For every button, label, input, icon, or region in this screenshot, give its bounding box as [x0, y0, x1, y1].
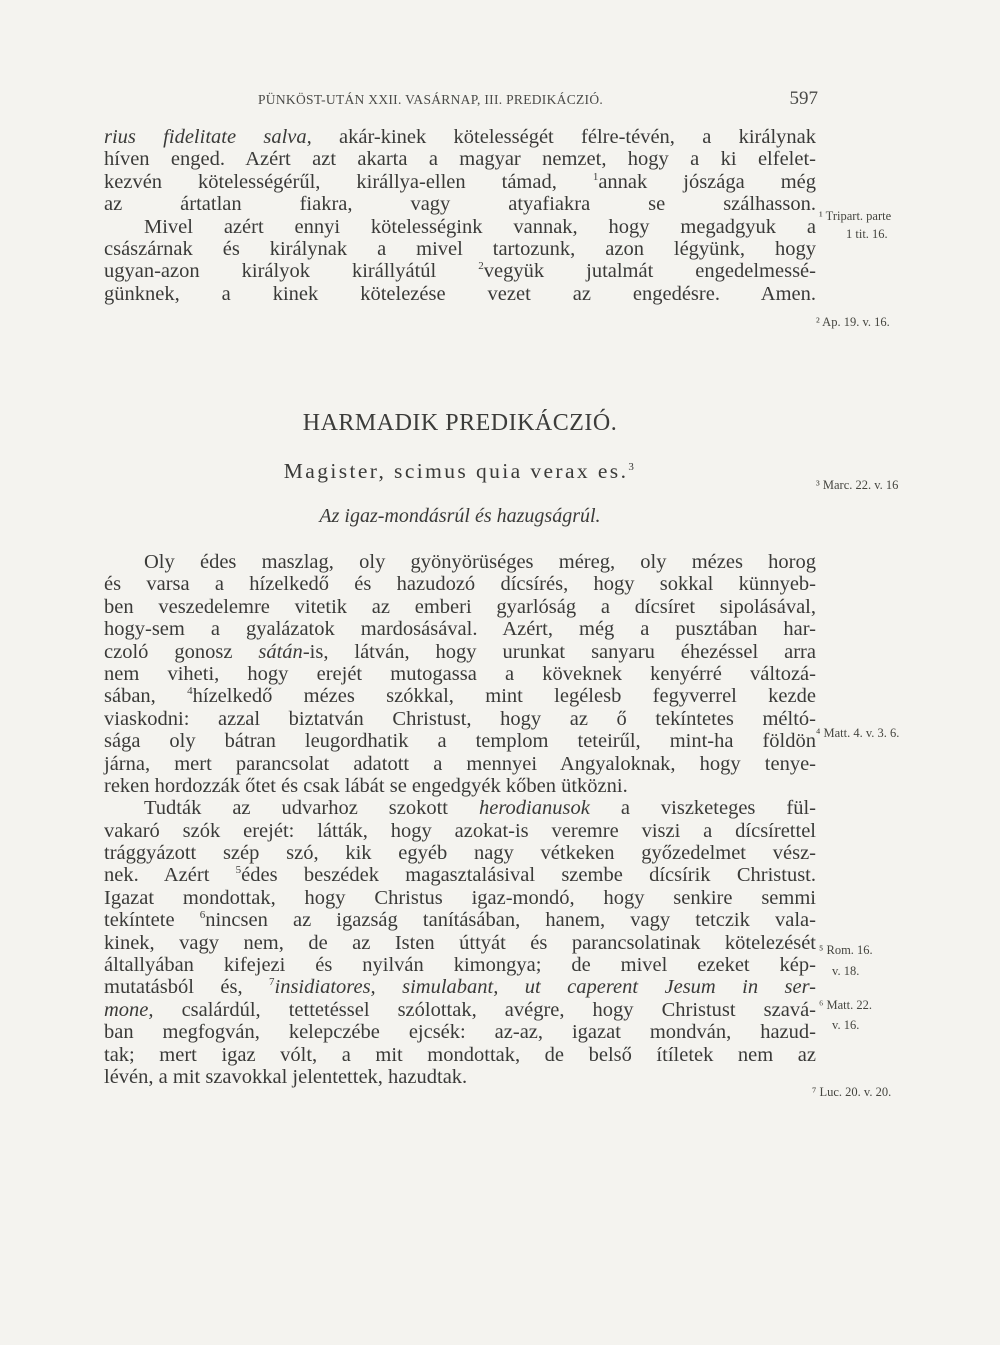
- body-line: hogy-sem a gyalázatok mardosásával. Azért, még a pusztában har-: [104, 618, 816, 641]
- margin-note-3: ³ Marc. 22. v. 16: [816, 478, 899, 492]
- body-line: sága oly bátran leugordhatik a templom teteirűl, mint-ha földön: [104, 730, 816, 753]
- top-line: [104, 171, 816, 193]
- line-text: nek. Azért: [104, 864, 236, 887]
- footnote-mark: 4: [187, 685, 193, 698]
- sermon-latin-motto: [104, 459, 816, 484]
- line-text: czoló gonosz: [104, 640, 259, 663]
- italic-text: herodianusok: [478, 797, 590, 820]
- running-header-title: PÜNKÖST-UTÁN XXII. VASÁRNAP, III. PREDIKÁCZIÓ.: [258, 92, 604, 107]
- italic-text: sátán: [258, 640, 303, 663]
- top-line: Mivel azért ennyi kötelességink vannak, hogy megadgyuk a: [144, 215, 816, 238]
- body-line: vakaró szók erejét: látták, hogy azokat-is veremre viszi a dícsírettel: [104, 819, 816, 842]
- body-line: [104, 797, 816, 819]
- sermon-body: [104, 551, 816, 1088]
- body-line: [104, 999, 816, 1021]
- line-text: nincsen az igazság tanításában, hanem, vagy tetczik vala-: [205, 909, 816, 932]
- line-text: a viszketeges fül-: [589, 797, 816, 820]
- previous-sermon-ending: [104, 126, 816, 305]
- footnote-mark: 7: [269, 976, 275, 989]
- page-number: 597: [789, 88, 818, 109]
- top-line: günknek, a kinek kötelezése vezet az engedésre. Amen.: [104, 282, 816, 305]
- body-line: tak; mert igaz vólt, a mit mondottak, de belső ítíletek nem az: [104, 1043, 816, 1066]
- line-text: kezvén kötelességérűl, királlya-ellen támad,: [104, 170, 593, 193]
- italic-text: insidiatores, simulabant, ut caperent Jesum in ser-: [274, 976, 816, 999]
- line-text: annak jószága még: [598, 170, 816, 193]
- margin-note-1: ¹ Tripart. parte: [819, 209, 892, 223]
- line-text: hízelkedő mézes szókkal, mint legélesb fegyverrel kezde: [192, 685, 816, 708]
- footnote-mark: 6: [199, 909, 206, 922]
- italic-text: mone,: [104, 998, 154, 1021]
- line-text: mutatásból és,: [104, 976, 269, 999]
- body-line: lévén, a mit szavokkal jelentettek, hazudtak.: [104, 1065, 468, 1088]
- body-line: [104, 976, 816, 998]
- margin-note-4: ⁴ Matt. 4. v. 3. 6.: [816, 726, 900, 740]
- body-line: trággyázott szép szó, kik egyéb nagy vétkeken győzedelmet vész-: [104, 842, 816, 865]
- body-line: Oly édes maszlag, oly gyönyörüséges méreg, oly mézes horog: [144, 551, 816, 573]
- margin-note-1-cont: 1 tit. 16.: [846, 227, 888, 241]
- top-line: császárnak és királynak a mivel tartozunk, azon légyünk, hogy: [104, 237, 816, 260]
- italic-text: rius fidelitate salva,: [104, 126, 312, 148]
- body-line: [104, 641, 816, 663]
- margin-note-6: ⁶ Matt. 22.: [819, 998, 872, 1012]
- line-text: akár-kinek kötelességét félre-tévén, a királynak: [311, 126, 816, 148]
- latin-motto-text: Magister, scimus quia verax es.: [283, 459, 629, 483]
- sermon-heading: HARMADIK PREDIKÁCZIÓ.: [302, 410, 618, 436]
- sermon-subtitle: Az igaz-mondásrúl és hazugságrúl.: [319, 505, 601, 527]
- line-text: sában,: [104, 685, 188, 708]
- body-line: viaskodni: azzal biztatván Christust, hogy az ő tekíntetes méltó-: [104, 707, 816, 730]
- body-line: [104, 909, 816, 931]
- body-line: ban megfogván, kelepczébe ejcsék: az-az, igazat mondván, hazud-: [104, 1021, 816, 1044]
- body-line: reken hordozzák őtet és csak lábát se engedgyék kőben ütközni.: [104, 774, 628, 797]
- footnote-mark: 1: [592, 170, 599, 183]
- top-line: [104, 260, 816, 282]
- line-text: tekíntete: [104, 909, 200, 932]
- body-line: Igazat mondottak, hogy Christus igaz-mondó, hogy senkire semmi: [104, 886, 816, 909]
- running-header: [258, 88, 818, 114]
- margin-note-7: ⁷ Luc. 20. v. 20.: [812, 1085, 892, 1099]
- margin-note-2: ² Ap. 19. v. 16.: [816, 315, 890, 329]
- body-line: járna, mert parancsolat adatott a mennyei Angyaloknak, hogy tenye-: [104, 752, 816, 775]
- body-line: nem viheti, hogy erejét mutogassa a köveknek kenyérré változá-: [104, 662, 816, 685]
- body-line: [104, 864, 816, 886]
- footnote-mark: 5: [235, 864, 242, 877]
- margin-note-5-cont: v. 18.: [832, 964, 860, 978]
- body-line: általlyában kifejezi és nyilván kimongya; de mivel ezeket kép-: [104, 954, 816, 977]
- line-text: -is, látván, hogy urunkat sanyaru éhezéssel arra: [302, 640, 816, 663]
- footnote-mark: 2: [478, 260, 484, 273]
- body-line: [104, 685, 816, 707]
- body-line: ben veszedelemre vitetik az emberi gyarlóság a dícsíret sipolásával,: [104, 595, 816, 618]
- body-line: kinek, vagy nem, de az Isten úttyát és parancsolatinak kötelezését: [104, 931, 816, 954]
- top-line: [104, 126, 816, 148]
- margin-note-5: ⁵ Rom. 16.: [819, 943, 873, 957]
- body-line: és varsa a hízelkedő és hazudozó dícsírés, hogy sokkal künnyeb-: [104, 573, 816, 596]
- line-text: ugyan-azon királyok királlyátúl: [104, 260, 479, 283]
- top-line: az ártatlan fiakra, vagy atyafiakra se szálhasson.: [104, 193, 816, 216]
- line-text: Tudták az udvarhoz szokott: [144, 797, 479, 820]
- margin-note-6-cont: v. 16.: [832, 1018, 860, 1032]
- line-text: vegyük jutalmát engedelmessé-: [483, 260, 816, 283]
- line-text: csalárdúl, tettetéssel szólottak, avégre, hogy Christust szavá-: [153, 998, 816, 1021]
- latin-motto-footnote-mark: 3: [628, 460, 637, 473]
- line-text: édes beszédek magasztalásival szembe dícsírik Christust.: [241, 864, 816, 887]
- top-line: híven enged. Azért azt akarta a magyar nemzet, hogy a ki elfelet-: [104, 148, 816, 171]
